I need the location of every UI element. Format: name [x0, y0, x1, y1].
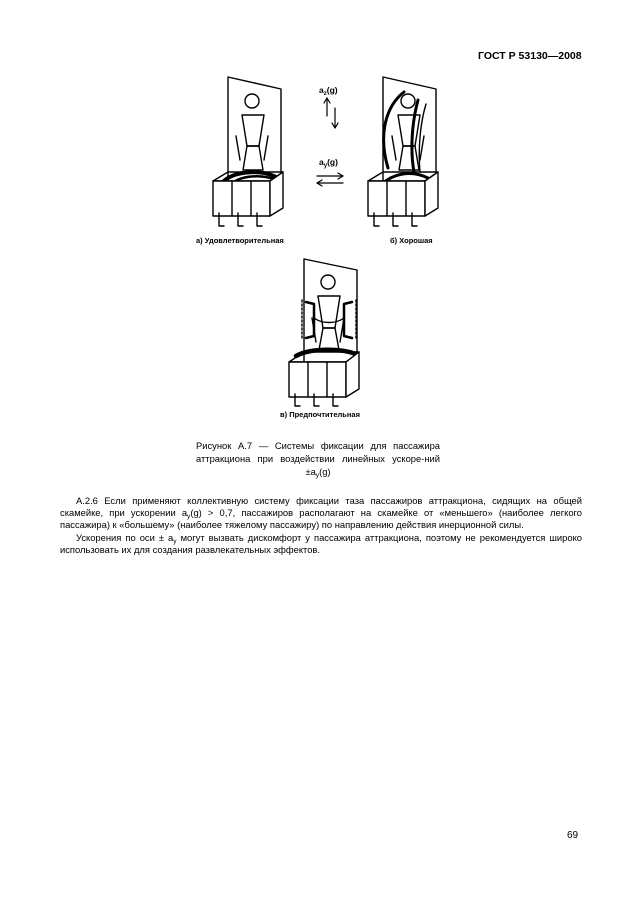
paragraph-a-2-6 [60, 495, 582, 531]
caption-suffix: (g) [319, 466, 331, 477]
panel-b-label: б) Хорошая [390, 236, 433, 245]
panel-b-drawing [368, 77, 438, 226]
p2-subscript: y [173, 538, 177, 545]
restraint-figure [0, 0, 630, 430]
panel-c-label: в) Предпочтительная [280, 410, 360, 419]
axis-label-vertical: $a_z(g)$ [319, 85, 338, 97]
caption-prefix: Рисунок А.7 — Системы фиксации для пассажира аттракциона при воздействии линейных ускоре-ний ±a [196, 440, 440, 477]
document-id: ГОСТ Р 53130—2008 [478, 50, 582, 62]
p1-subscript: y [187, 513, 191, 520]
panel-a-label: а) Удовлетворительная [196, 236, 284, 245]
p2-part1: Ускорения по оси ± a [76, 532, 174, 543]
p2-part2: могут вызвать дискомфорт у пассажира аттракциона, поэтому не рекомендуется широко использовать их для создания развлекательных эффектов. [60, 532, 583, 555]
figure-caption [196, 439, 440, 478]
acceleration-arrows [317, 98, 343, 186]
caption-subscript: y [315, 472, 320, 479]
p1-part1: А.2.6 Если применяют коллективную систему фиксации таза пассажиров аттракциона, сидящих на общей скамейке, при ускорении a [60, 495, 582, 518]
page-number: 69 [567, 830, 579, 841]
panel-a-drawing [213, 77, 283, 226]
p1-part2: (g) > 0,7, пассажиров располагают на скамейке от «меньшего» (наиболее легкого пассажира) к «большему» (наиболее тяжелому пассажиру) по направлению действия инерционной силы. [60, 507, 582, 530]
axis-label-horizontal: $a_y(g)$ [319, 157, 338, 169]
paragraph-acceleration-note [60, 532, 582, 556]
panel-c-drawing [289, 259, 359, 406]
